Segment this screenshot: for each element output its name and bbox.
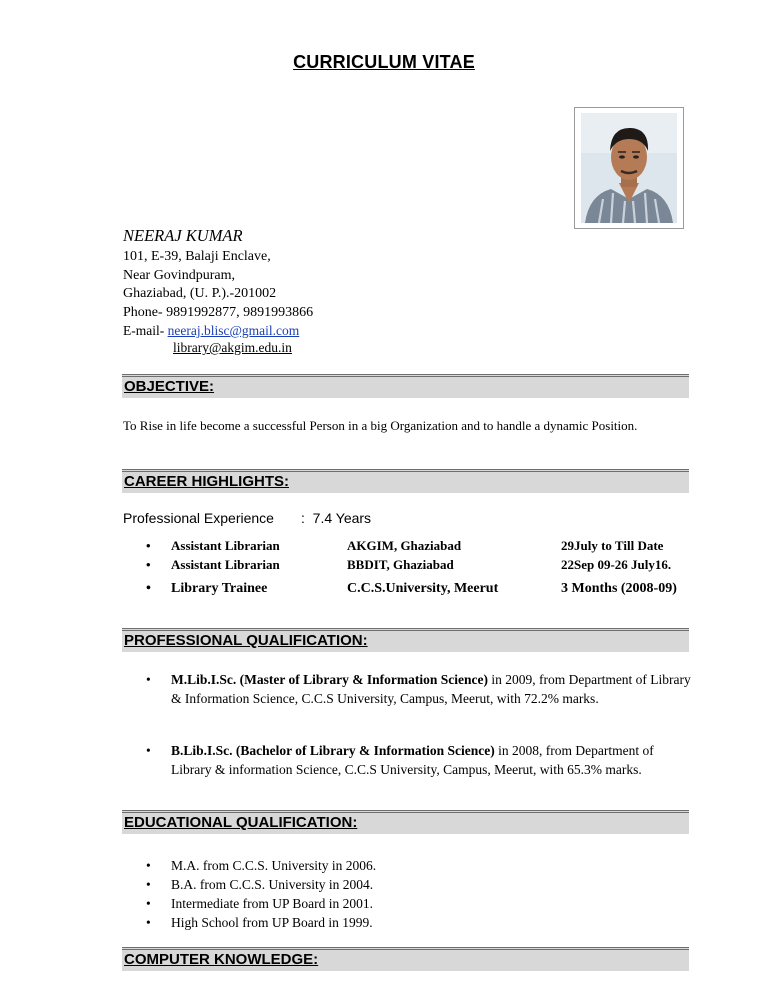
email-line <box>123 322 299 340</box>
section-heading: OBJECTIVE: <box>124 378 215 395</box>
section-heading: COMPUTER KNOWLEDGE: <box>124 951 319 968</box>
bullet: • <box>146 557 151 572</box>
objective-text: To Rise in life become a successful Person in a big Organization and to handle a dynamic Position. <box>123 418 638 433</box>
professional-item <box>146 670 691 708</box>
degree-name: M.Lib.I.Sc. (Master of Library & Information Science) <box>171 672 488 687</box>
career-period: 3 Months (2008-09) <box>561 581 677 596</box>
address-line: 101, E-39, Balaji Enclave, <box>123 249 271 264</box>
section-objective <box>122 374 689 398</box>
career-period: 22Sep 09-26 July16. <box>561 557 672 572</box>
experience-separator: : <box>301 510 305 526</box>
bullet: • <box>146 896 151 911</box>
bullet: • <box>146 743 151 758</box>
career-role: Assistant Librarian <box>171 557 280 572</box>
phone-line: Phone- 9891992877, 9891993866 <box>123 304 314 320</box>
experience-line <box>123 510 372 526</box>
section-heading: EDUCATIONAL QUALIFICATION: <box>124 814 358 831</box>
page-title: CURRICULUM VITAE <box>293 52 475 72</box>
degree-name: B.Lib.I.Sc. (Bachelor of Library & Information Science) <box>171 743 495 758</box>
experience-value: 7.4 Years <box>312 510 372 526</box>
section-computer-knowledge <box>122 947 689 971</box>
experience-value-wrap <box>301 510 371 526</box>
section-professional-qualification <box>122 628 689 652</box>
portrait-image <box>581 113 677 223</box>
section-career-highlights <box>122 469 689 493</box>
bullet: • <box>146 581 151 596</box>
education-text: B.A. from C.C.S. University in 2004. <box>171 877 374 892</box>
email-label: E-mail- <box>123 323 165 338</box>
section-heading: PROFESSIONAL QUALIFICATION: <box>124 632 368 649</box>
professional-item <box>146 741 691 779</box>
bullet: • <box>146 915 151 930</box>
candidate-name: NEERAJ KUMAR <box>123 226 243 245</box>
bullet: • <box>146 538 151 553</box>
address-line: Ghaziabad, (U. P.).-201002 <box>123 286 277 302</box>
email-secondary: library@akgim.edu.in <box>173 340 292 355</box>
career-period: 29July to Till Date <box>561 538 664 553</box>
address-block <box>123 248 313 322</box>
email-primary-link[interactable]: neeraj.blisc@gmail.com <box>167 323 300 338</box>
bullet: • <box>146 672 151 687</box>
section-educational-qualification <box>122 810 689 834</box>
education-text: M.A. from C.C.S. University in 2006. <box>171 858 377 873</box>
degree-detail: in 2008, from Department of Library & information Science, C.C.S University, Campus, Meerut, with 65.3% marks. <box>171 743 654 777</box>
education-text: Intermediate from UP Board in 2001. <box>171 896 373 911</box>
career-org: BBDIT, Ghaziabad <box>347 557 454 572</box>
address-line: Near Govindpuram, <box>123 267 235 283</box>
bullet: • <box>146 877 151 892</box>
education-text: High School from UP Board in 1999. <box>171 915 373 930</box>
career-role: Library Trainee <box>171 581 268 596</box>
career-org: C.C.S.University, Meerut <box>347 581 499 596</box>
career-role: Assistant Librarian <box>171 538 280 553</box>
bullet: • <box>146 858 151 873</box>
degree-detail: in 2009, from Department of Library & Information Science, C.C.S University, Campus, Meerut, with 72.2% marks. <box>171 672 691 706</box>
career-org: AKGIM, Ghaziabad <box>347 538 462 553</box>
experience-label: Professional Experience <box>123 510 274 526</box>
section-heading: CAREER HIGHLIGHTS: <box>124 473 289 490</box>
profile-photo <box>574 107 684 229</box>
